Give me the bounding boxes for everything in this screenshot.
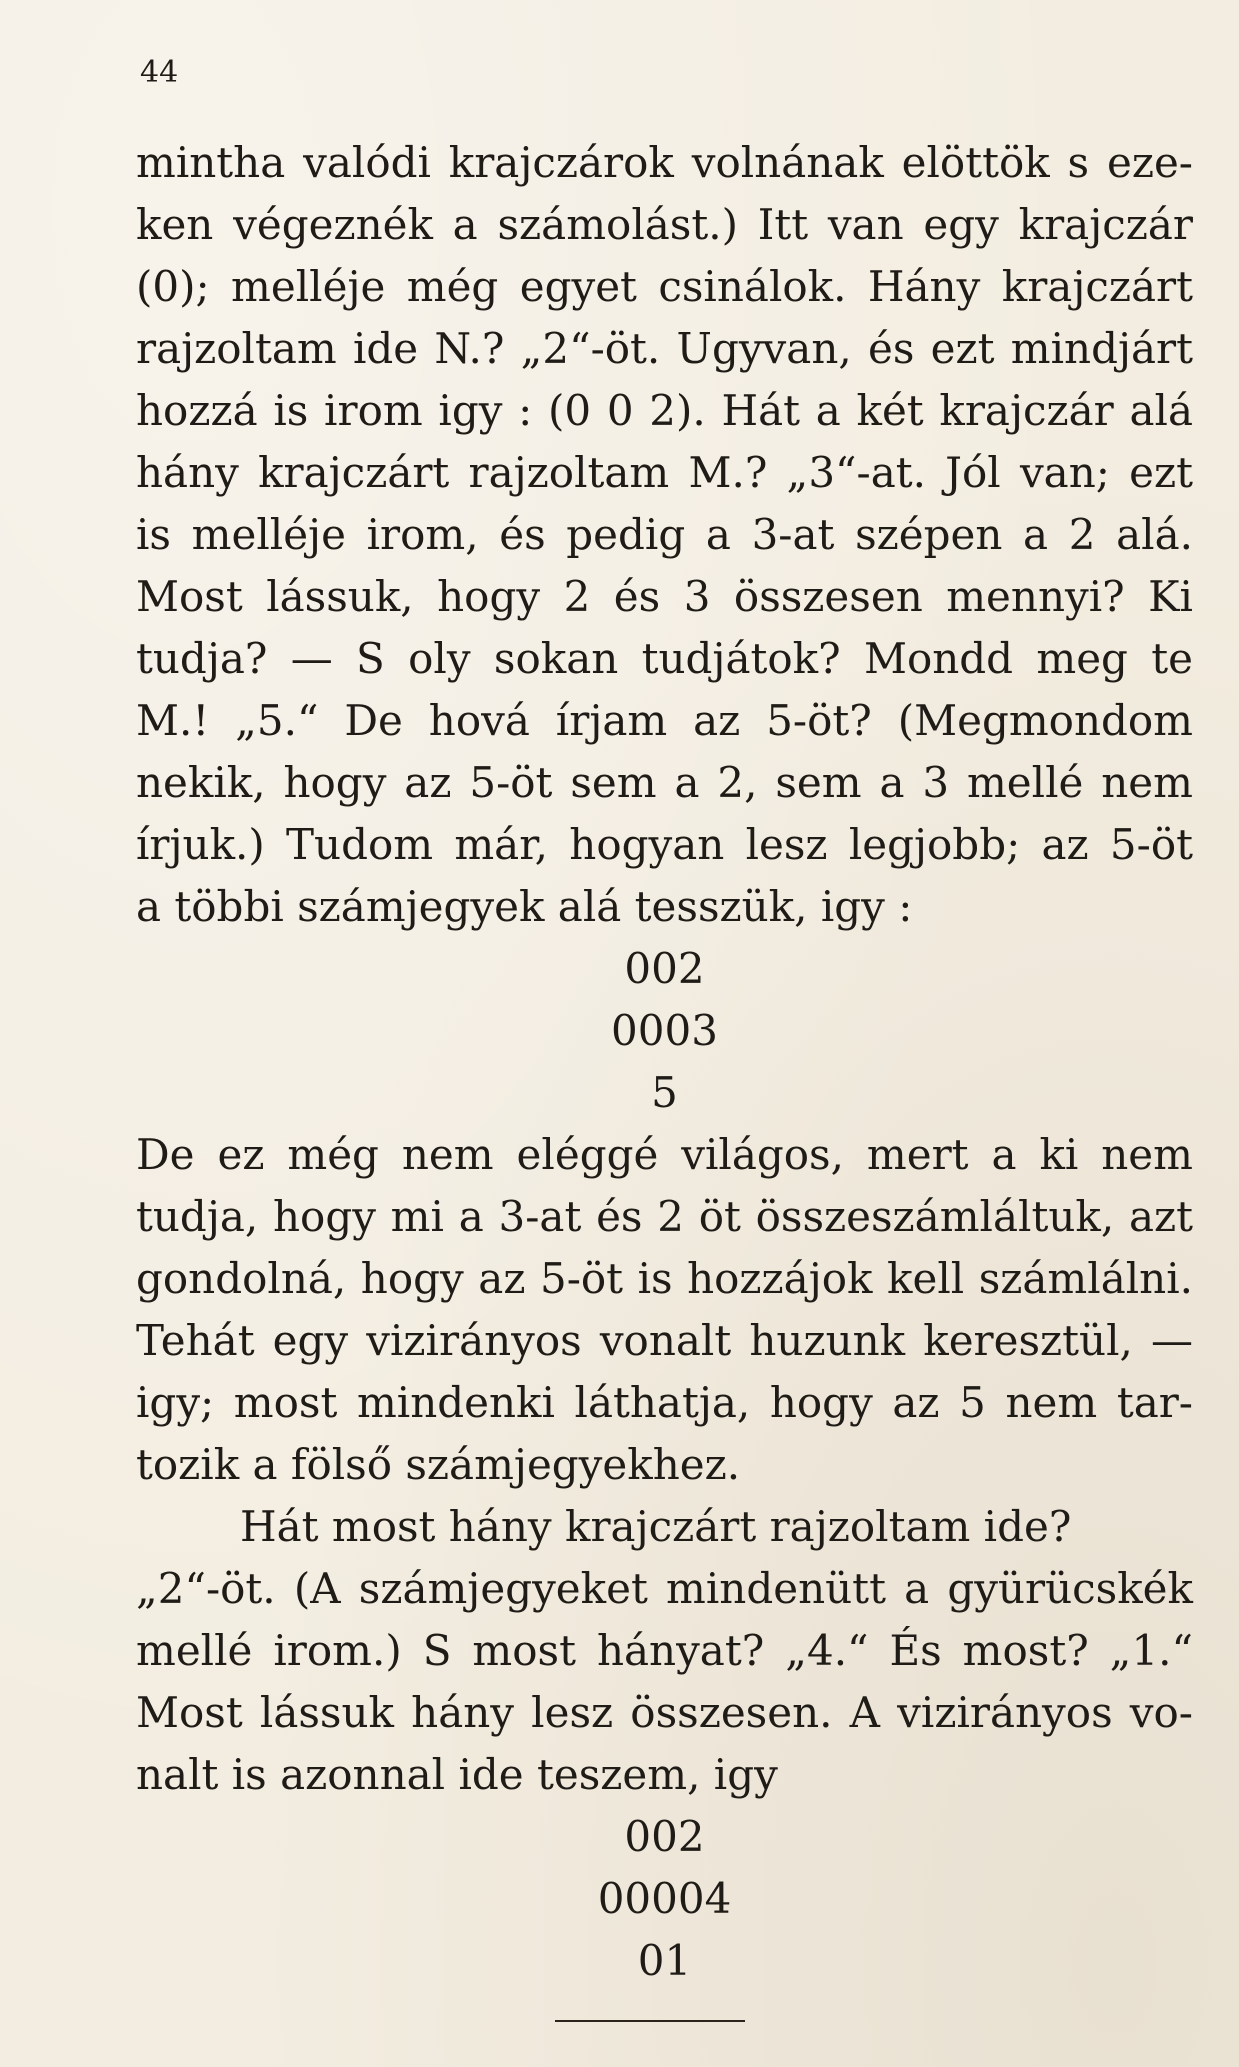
text-line: Most lássuk, hogy 2 és 3 összesen mennyi? Ki bbox=[136, 572, 1193, 621]
body-text bbox=[136, 132, 1193, 1992]
number-line: 01 bbox=[637, 1936, 692, 1985]
text-line: tozik a fölső számjegyekhez. bbox=[136, 1440, 741, 1489]
sum-rule-line bbox=[555, 2020, 745, 2022]
number-line: 00004 bbox=[597, 1874, 732, 1923]
text-line: gondolná, hogy az 5-öt is hozzájok kell számlálni. bbox=[136, 1254, 1193, 1303]
text-line: igy; most mindenki láthatja, hogy az 5 nem tar- bbox=[136, 1378, 1193, 1427]
number-line: 0003 bbox=[611, 1006, 718, 1055]
number-line: 5 bbox=[651, 1068, 678, 1117]
page-number: 44 bbox=[140, 55, 179, 90]
number-line: 002 bbox=[624, 944, 705, 993]
paragraph-start-line: Hát most hány krajczárt rajzoltam ide? bbox=[240, 1502, 1072, 1551]
text-line: De ez még nem eléggé világos, mert a ki nem bbox=[136, 1130, 1193, 1179]
text-line: „2“-öt. (A számjegyeket mindenütt a gyürücskék bbox=[136, 1564, 1193, 1613]
text-line: Most lássuk hány lesz összesen. A vizirányos vo- bbox=[136, 1688, 1193, 1737]
text-line: tudja, hogy mi a 3-at és 2 öt összeszámláltuk, azt bbox=[136, 1192, 1193, 1241]
number-line: 002 bbox=[624, 1812, 705, 1861]
text-line: rajzoltam ide N.? „2“-öt. Ugyvan, és ezt mindjárt bbox=[136, 324, 1193, 373]
text-line: Tehát egy vizirányos vonalt huzunk keresztül, — bbox=[136, 1316, 1193, 1365]
text-line: hozzá is irom igy : (0 0 2). Hát a két krajczár alá bbox=[136, 386, 1193, 435]
text-line: M.! „5.“ De hová írjam az 5-öt? (Megmondom bbox=[136, 696, 1193, 745]
text-line: (0); melléje még egyet csinálok. Hány krajczárt bbox=[136, 262, 1193, 311]
text-line: ken végeznék a számolást.) Itt van egy krajczár bbox=[136, 200, 1193, 249]
text-line: a többi számjegyek alá tesszük, igy : bbox=[136, 882, 913, 931]
text-line: mellé irom.) S most hányat? „4.“ És most? „1.“ bbox=[136, 1626, 1193, 1675]
text-line: nalt is azonnal ide teszem, igy bbox=[136, 1750, 778, 1799]
text-line: is melléje irom, és pedig a 3-at szépen a 2 alá. bbox=[136, 510, 1193, 559]
text-line: tudja? — S oly sokan tudjátok? Mondd meg te bbox=[136, 634, 1193, 683]
text-line: hány krajczárt rajzoltam M.? „3“-at. Jól van; ezt bbox=[136, 448, 1193, 497]
text-line: írjuk.) Tudom már, hogyan lesz legjobb; az 5-öt bbox=[136, 820, 1193, 869]
text-line: mintha valódi krajczárok volnának elöttök s eze- bbox=[136, 138, 1193, 187]
text-line: nekik, hogy az 5-öt sem a 2, sem a 3 mellé nem bbox=[136, 758, 1193, 807]
